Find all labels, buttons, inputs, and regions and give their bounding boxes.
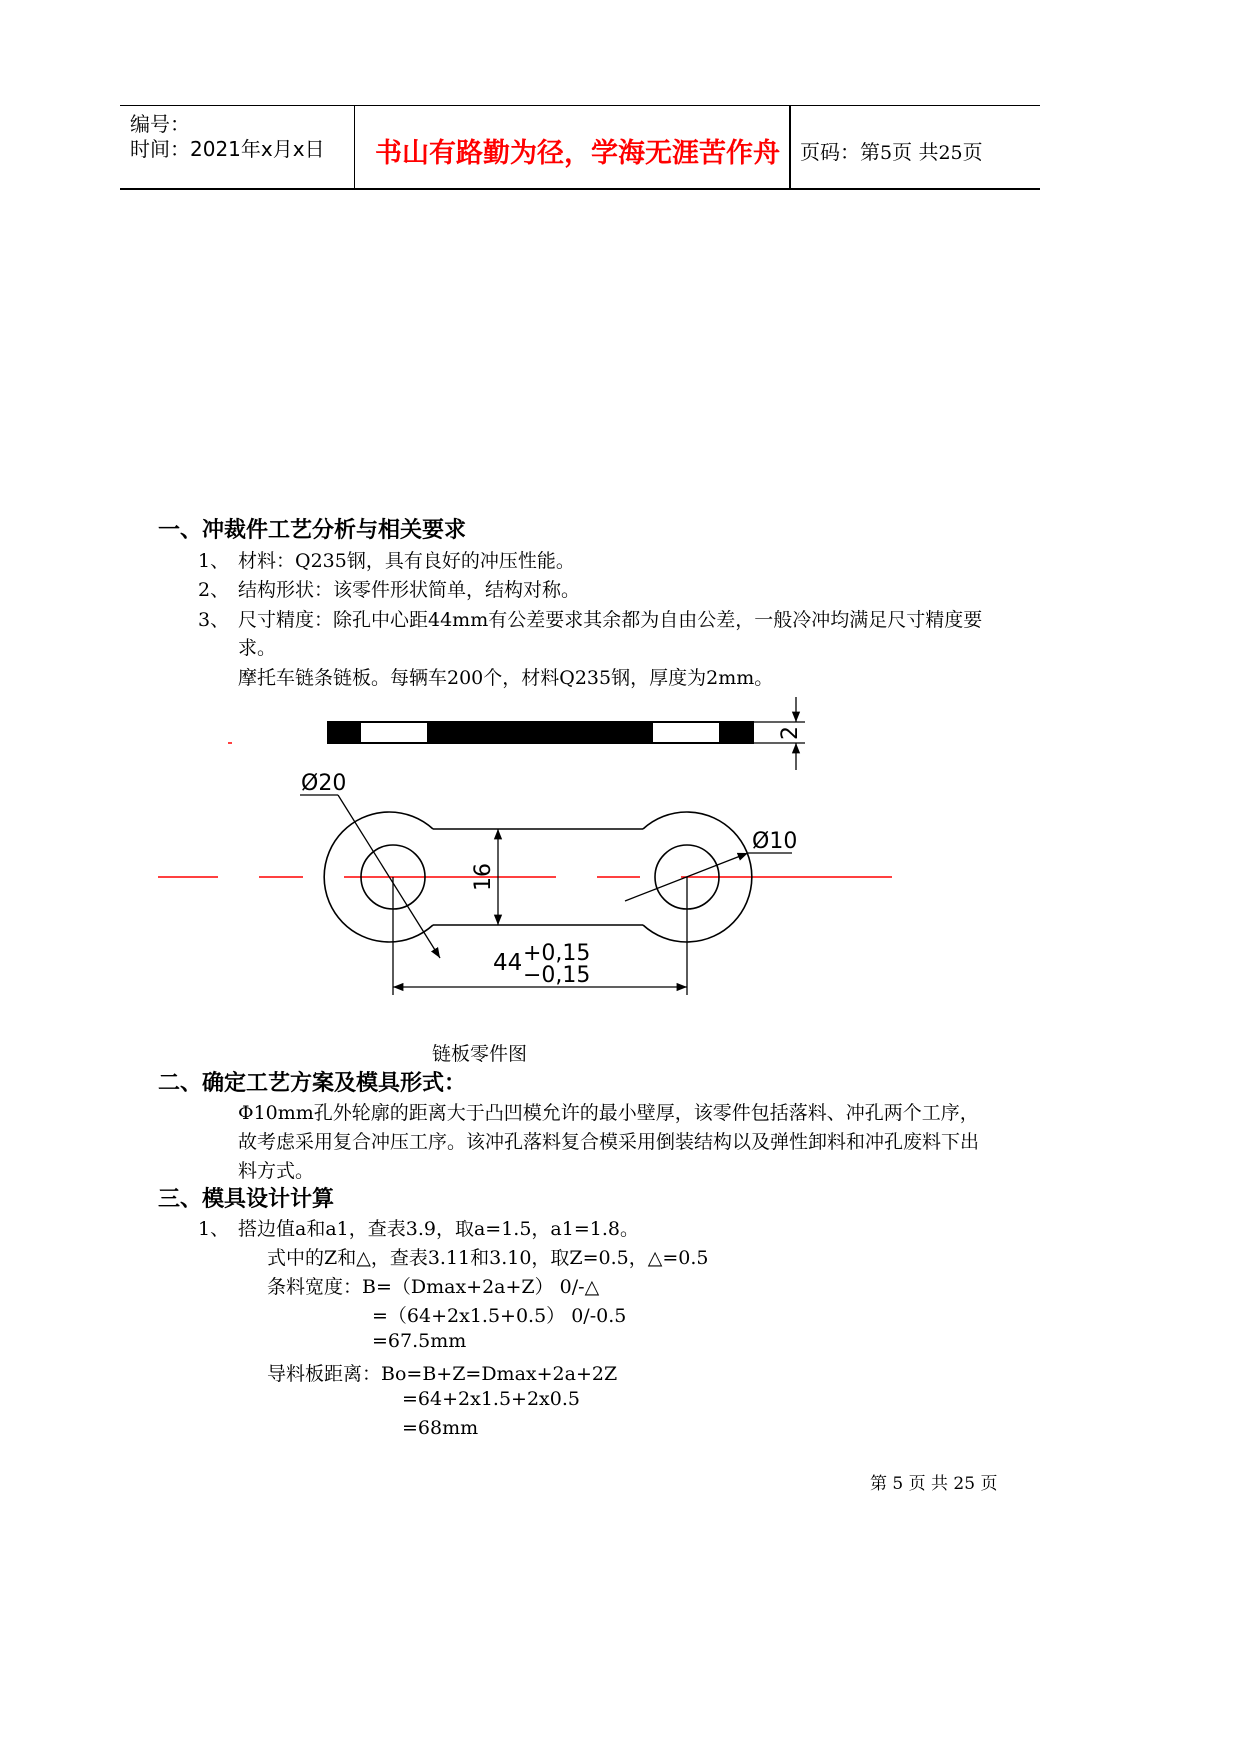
calc-line-7: =68mm [402,1417,479,1439]
page-indicator [800,136,983,165]
tol-upper-label: +0,15 [523,941,591,966]
section2-title: 二、确定工艺方案及模具形式： [158,1071,467,1096]
calc-line-3: =（64+2x1.5+0.5） 0/-0.5 [372,1305,627,1327]
motto: 书山有路勤为径，学海无涯苦作舟 [375,138,780,169]
section3-item1-text: 搭边值a和a1，查表3.9，取a=1.5，a1=1.8。 [238,1218,639,1240]
calc-line-2: 条料宽度：B=（Dmax+2a+Z） 0/-△ [267,1276,600,1298]
section1-item3-text: 尺寸精度：除孔中心距44mm有公差要求其余都为自由公差，一般冷冲均满足尺寸精度要 [238,609,983,631]
header-bottom-rule [120,188,1040,190]
header-divider-right [789,105,791,189]
code-label: 编号： [130,112,190,136]
page-total: 25 [938,142,963,164]
height-label: 16 [471,863,496,891]
side-view-solid-3 [719,722,753,743]
calc-line-5: 导料板距离：Bo=B+Z=Dmax+2a+2Z [267,1363,618,1385]
page-footer: 第 5 页 共 25 页 [870,1474,998,1494]
section2-line-2: 故考虑采用复合冲压工序。该冲孔落料复合模采用倒装结构以及弹性卸料和冲孔废料下出 [238,1131,980,1153]
section1-item2-num: 2、 [198,579,230,601]
section2-line-3: 料方式。 [238,1160,315,1182]
tol-lower-label: −0,15 [523,963,591,988]
dim-height [471,829,498,925]
dia-large-label: Ø20 [301,771,347,796]
calc-line-4: =67.5mm [372,1330,467,1352]
page-suffix: 页 [962,140,983,164]
dim-dia-large [300,771,440,958]
section1-item3-cont: 求。 [238,637,277,659]
dim-dia-small [625,829,797,901]
section1-item3-num: 3、 [198,609,230,631]
section1-note: 摩托车链条链板。每辆车200个，材料Q235钢，厚度为2mm。 [238,667,774,689]
section1-title: 一、冲裁件工艺分析与相关要求 [158,518,467,543]
side-view [328,697,805,770]
section1-item1-num: 1、 [198,550,230,572]
calc-line-6: =64+2x1.5+2x0.5 [402,1388,580,1410]
page-prefix: 页码：第 [800,140,880,164]
center-dist-label: 44 [493,950,523,976]
section2-line-1: Φ10mm孔外轮廓的距离大于凸凹模允许的最小壁厚，该零件包括落料、冲孔两个工序， [238,1102,979,1124]
calc-line-1: 式中的Z和△，查表3.11和3.10，取Z=0.5，△=0.5 [267,1247,709,1269]
part-drawing [0,690,1241,1030]
section1-item1-text: 材料：Q235钢，具有良好的冲压性能。 [238,550,575,572]
dia-small-label: Ø10 [752,829,798,854]
header-top-rule [120,105,1040,106]
header-divider-left [354,105,355,189]
drawing-caption: 链板零件图 [432,1043,528,1065]
section3-title: 三、模具设计计算 [158,1187,335,1212]
date-label: 时间：2021年x月x日 [130,137,325,161]
page-mid: 页 共 [892,140,939,164]
section1-item2-text: 结构形状：该零件形状简单，结构对称。 [238,579,581,601]
thickness-label: 2 [778,726,803,740]
page-current: 5 [880,142,893,164]
side-view-solid-2 [427,722,653,743]
section3-item1-num: 1、 [198,1218,230,1240]
side-view-solid-1 [328,722,361,743]
